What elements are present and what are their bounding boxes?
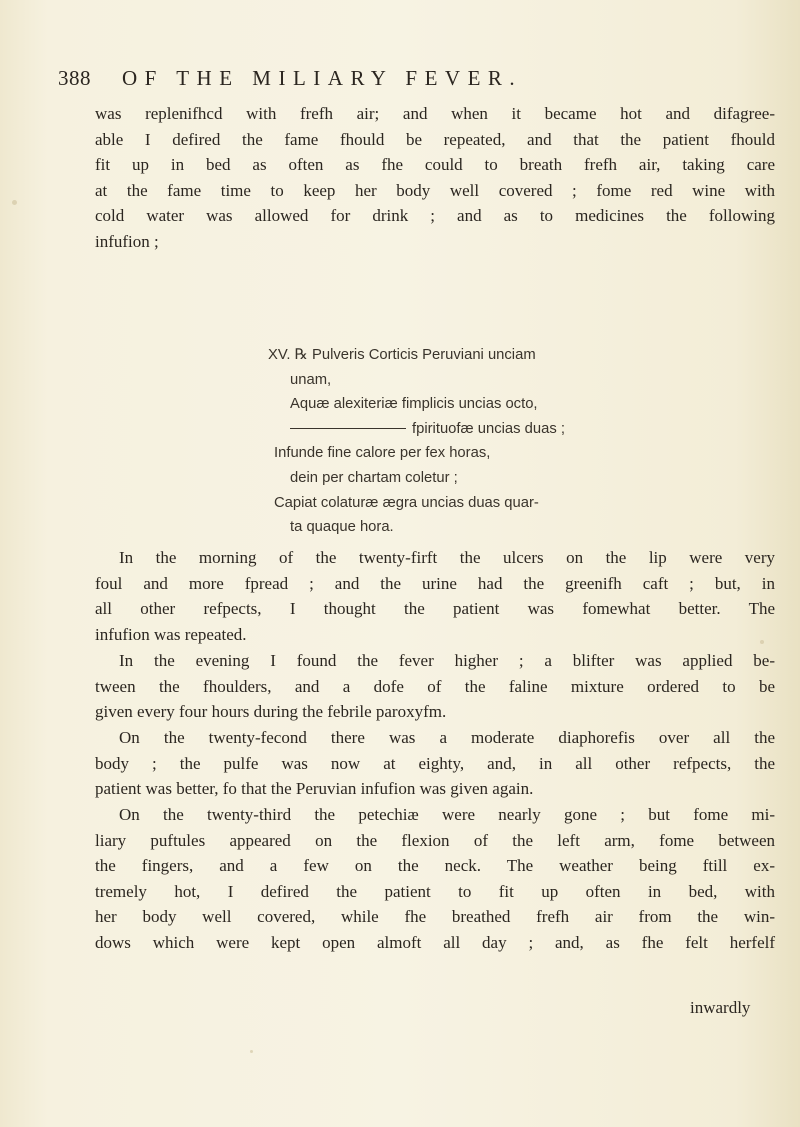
text-line: body ; the pulfe was now at eighty, and, in all other refpects, the (95, 753, 775, 773)
text-line: On the twenty-third the petechiæ were nearly gone ; but fome mi- (119, 805, 775, 824)
prescription-line: Capiat colaturæ ægra uncias duas quar- (274, 494, 539, 511)
text-line: dows which were kept open almoft all day ; and, as fhe felt herfelf (95, 932, 775, 952)
ditto-dash (290, 428, 406, 429)
paragraph (95, 545, 775, 647)
paper-spot (250, 1050, 253, 1053)
prescription (268, 343, 565, 540)
text-line: foul and more fpread ; and the urine had the greenifh caft ; but, in (95, 573, 775, 593)
text-line: was replenifhcd with frefh air; and when it became hot and difagree- (95, 104, 775, 123)
paragraph-intro (95, 101, 775, 255)
text-line: the fingers, and a few on the neck. The weather being ftill ex- (95, 856, 775, 876)
text-line: infufion ; (95, 231, 159, 251)
text-line: given every four hours during the febrile paroxyfm. (95, 702, 447, 722)
text-line: On the twenty-fecond there was a moderate diaphorefis over all the (119, 728, 775, 747)
paper-spot (12, 200, 17, 205)
text-line: infufion was repeated. (95, 624, 247, 644)
text-line: tremely hot, I defired the patient to fit up often in bed, with (95, 881, 775, 901)
text-line: able I defired the fame fhould be repeated, and that the patient fhould (95, 129, 775, 149)
prescription-line-text: fpirituofæ uncias duas ; (412, 420, 565, 437)
paragraph (95, 648, 775, 725)
prescription-line: ta quaque hora. (290, 519, 394, 536)
running-title: OF THE MILIARY FEVER. (122, 66, 523, 90)
catchword: inwardly (690, 998, 751, 1017)
prescription-line: Aquæ alexiteriæ fimplicis uncias octo, (290, 396, 538, 413)
text-line: fit up in bed as often as fhe could to breath frefh air, taking care (95, 155, 775, 175)
text-line: all other refpects, I thought the patient was fomewhat better. The (95, 599, 775, 619)
text-line: her body well covered, while fhe breathed frefh air from the win- (95, 907, 775, 927)
text-line: patient was better, fo that the Peruvian infufion was given again. (95, 779, 534, 799)
paragraph (95, 802, 775, 956)
text-line: liary puftules appeared on the flexion of the left arm, fome between (95, 830, 775, 850)
prescription-line-dash (280, 417, 565, 442)
prescription-line: Infunde fine calore per fex horas, (274, 445, 491, 462)
text-line: In the morning of the twenty-firft the ulcers on the lip were very (119, 548, 775, 567)
text-line: cold water was allowed for drink ; and as to medicines the following (95, 206, 775, 226)
prescription-line: dein per chartam coletur ; (290, 469, 458, 486)
text-line: at the fame time to keep her body well covered ; fome red wine with (95, 180, 775, 200)
paper-spot (760, 640, 764, 644)
prescription-line: XV. ℞ Pulveris Corticis Peruviani unciam (268, 347, 536, 363)
paragraph (95, 725, 775, 802)
text-line: In the evening I found the fever higher ; a blifter was applied be- (119, 651, 775, 670)
text-line: tween the fhoulders, and a dofe of the faline mixture ordered to be (95, 676, 775, 696)
page-number: 388 (58, 66, 91, 90)
prescription-line: unam, (290, 371, 332, 388)
